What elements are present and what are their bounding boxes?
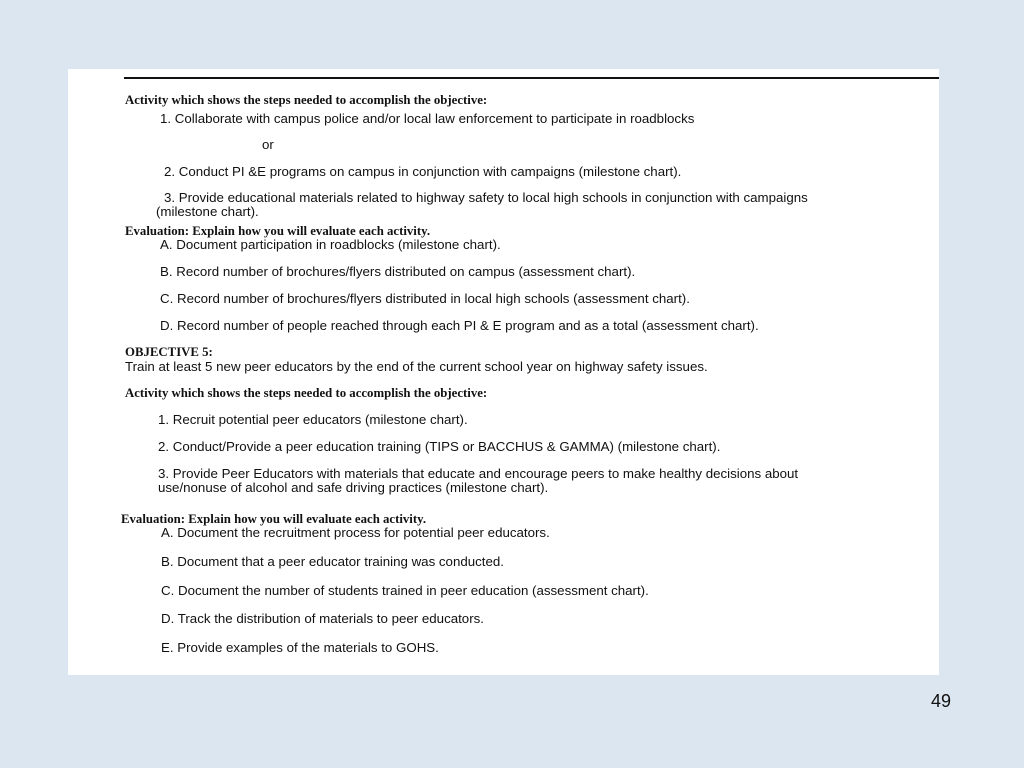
activity-item: 3. Provide educational materials related to highway safety to local high schools in conjunction with campaigns <box>164 190 808 205</box>
activity-item-continued: use/nonuse of alcohol and safe driving practices (milestone chart). <box>158 480 549 495</box>
activity-item: 2. Conduct PI &E programs on campus in conjunction with campaigns (milestone chart). <box>164 164 682 179</box>
evaluation-item: C. Record number of brochures/flyers distributed in local high schools (assessment chart). <box>160 291 690 306</box>
evaluation-item: B. Record number of brochures/flyers distributed on campus (assessment chart). <box>160 264 636 279</box>
or-separator: or <box>262 137 274 152</box>
activity-item: 1. Recruit potential peer educators (milestone chart). <box>158 412 468 427</box>
top-rule <box>124 77 939 79</box>
activity-item-continued: (milestone chart). <box>156 204 259 219</box>
evaluation-heading: Evaluation: Explain how you will evaluate each activity. <box>125 224 431 238</box>
objective-text: Train at least 5 new peer educators by the end of the current school year on highway safety issues. <box>125 359 708 374</box>
objective-heading: OBJECTIVE 5: <box>125 345 213 359</box>
activity-item: 1. Collaborate with campus police and/or local law enforcement to participate in roadblocks <box>160 111 695 126</box>
document-page <box>68 69 939 675</box>
evaluation-item: A. Document participation in roadblocks (milestone chart). <box>160 237 501 252</box>
evaluation-item: D. Track the distribution of materials to peer educators. <box>161 611 484 626</box>
activity-heading: Activity which shows the steps needed to accomplish the objective: <box>125 93 488 107</box>
evaluation-item: A. Document the recruitment process for potential peer educators. <box>161 525 550 540</box>
evaluation-heading: Evaluation: Explain how you will evaluate each activity. <box>121 512 427 526</box>
activity-heading: Activity which shows the steps needed to accomplish the objective: <box>125 386 488 400</box>
evaluation-item: C. Document the number of students trained in peer education (assessment chart). <box>161 583 649 598</box>
activity-item: 3. Provide Peer Educators with materials that educate and encourage peers to make healthy decisions about <box>158 466 799 481</box>
activity-item: 2. Conduct/Provide a peer education training (TIPS or BACCHUS & GAMMA) (milestone chart). <box>158 439 721 454</box>
page-number: 49 <box>931 691 952 711</box>
evaluation-item: B. Document that a peer educator training was conducted. <box>161 554 504 569</box>
evaluation-item: D. Record number of people reached through each PI & E program and as a total (assessment chart). <box>160 318 759 333</box>
evaluation-item: E. Provide examples of the materials to GOHS. <box>161 640 439 655</box>
